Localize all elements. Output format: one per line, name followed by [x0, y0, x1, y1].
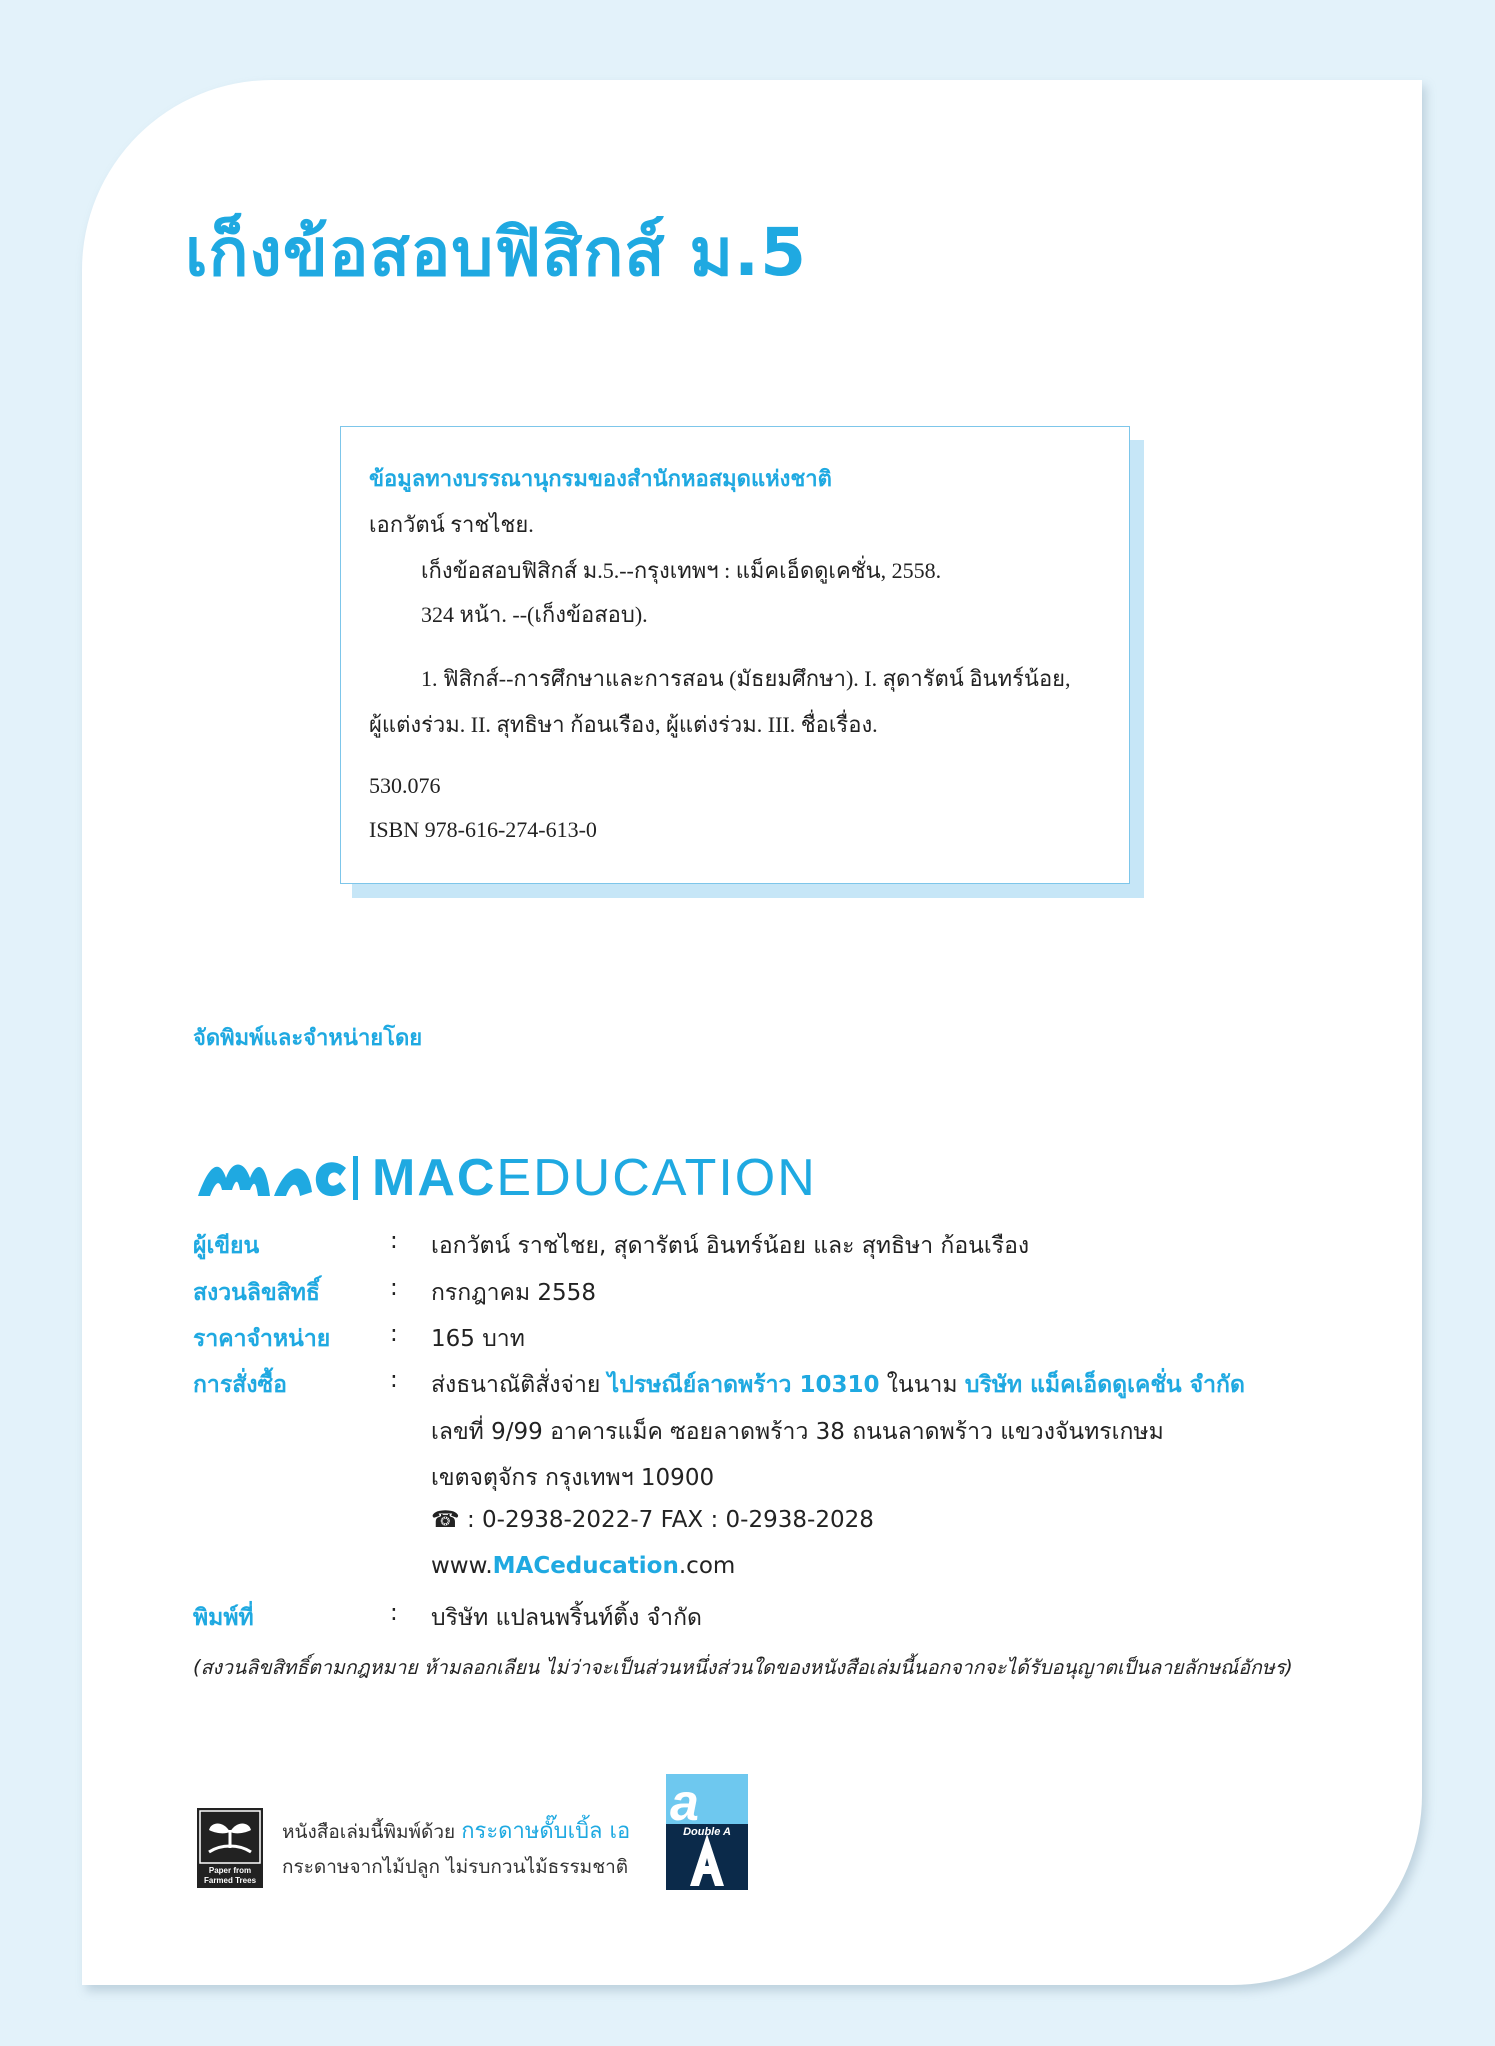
double-a-label: Double A: [683, 1826, 731, 1838]
catalog-subject-line-2: ผู้แต่งร่วม. II. สุทธิษา ก้อนเรือง, ผู้แต่งร่วม. III. ชื่อเรื่อง.: [369, 712, 878, 737]
author-label: ผู้เขียน: [193, 1233, 260, 1259]
farmed-trees-logo: [197, 1808, 263, 1888]
phone-value: [431, 1507, 874, 1533]
catalog-heading: ข้อมูลทางบรรณานุกรมของสำนักหอสมุดแห่งชาติ: [369, 466, 832, 491]
catalog-pages-line: 324 หน้า. --(เก็งข้อสอบ).: [421, 602, 648, 627]
catalog-title-line: เก็งข้อสอบฟิสิกส์ ม.5.--กรุงเทพฯ : แม็คเอ็ดดูเคชั่น, 2558.: [421, 558, 942, 583]
phone-icon: ☎: [431, 1507, 460, 1533]
paper-brand: กระดาษดั๊บเบิ้ล เอ: [461, 1819, 631, 1844]
logo-wordmark: [372, 1150, 817, 1206]
book-title: เก็งข้อสอบฟิสิกส์ ม.5: [185, 214, 808, 291]
address-line-1: เลขที่ 9/99 อาคารแม็ค ซอยลาดพร้าว 38 ถนนลาดพร้าว แขวงจันทรเกษม: [431, 1419, 1164, 1445]
address-line-2: เขตจตุจักร กรุงเทพฯ 10900: [431, 1465, 715, 1491]
copyright-value: กรกฎาคม 2558: [431, 1280, 596, 1306]
price-label: ราคาจำหน่าย: [193, 1326, 331, 1352]
paper-line-1: [282, 1813, 630, 1848]
order-prefix: ส่งธนาณัติสั่งจ่าย: [431, 1372, 601, 1398]
printer-value: บริษัท แปลนพริ้นท์ติ้ง จำกัด: [431, 1605, 702, 1631]
order-mid: ในนาม: [886, 1372, 958, 1398]
order-post-office: ไปรษณีย์ลาดพร้าว 10310: [607, 1372, 880, 1398]
website-prefix: www.: [431, 1553, 493, 1579]
copyright-label: สงวนลิขสิทธิ์: [193, 1280, 320, 1306]
catalog-subject-line-1: 1. ฟิสิกส์--การศึกษาและการสอน (มัธยมศึกษา). I. สุดารัตน์ อินทร์น้อย,: [421, 666, 1071, 691]
website-brand: MACeducation: [492, 1553, 679, 1579]
info-colon: :: [390, 1228, 398, 1254]
catalog-classification: 530.076: [369, 773, 441, 798]
catalog-isbn: ISBN 978-616-274-613-0: [369, 817, 597, 842]
double-a-logo: [666, 1774, 748, 1890]
info-colon: :: [390, 1321, 398, 1347]
website-suffix: .com: [678, 1553, 736, 1579]
phone-numbers: : 0-2938-2022-7 FAX : 0-2938-2028: [466, 1507, 874, 1533]
author-value: เอกวัตน์ ราชไชย, สุดารัตน์ อินทร์น้อย และ สุทธิษา ก้อนเรือง: [431, 1233, 1030, 1259]
order-company: บริษัท แม็คเอ็ดดูเคชั่น จำกัด: [964, 1372, 1245, 1398]
info-colon: :: [390, 1275, 398, 1301]
price-value: 165 บาท: [431, 1326, 525, 1352]
svg-text:a: a: [670, 1774, 699, 1832]
info-colon: :: [390, 1367, 398, 1393]
paper-line-1-prefix: หนังสือเล่มนี้พิมพ์ด้วย: [282, 1821, 456, 1843]
info-colon: :: [390, 1600, 398, 1626]
order-value: [431, 1367, 1245, 1403]
catalog-author: เอกวัตน์ ราชไชย.: [369, 512, 534, 537]
publisher-label: จัดพิมพ์และจำหน่ายโดย: [193, 1026, 423, 1051]
printer-label: พิมพ์ที่: [193, 1605, 254, 1631]
farmed-trees-caption: Paper from Farmed Trees: [203, 1866, 257, 1885]
logo-wordmark-light: EDUCATION: [496, 1149, 817, 1207]
sprout-icon: [197, 1808, 263, 1866]
catalog-box: [340, 426, 1130, 884]
paper-line-2: กระดาษจากไม้ปลูก ไม่รบกวนไม้ธรรมชาติ: [282, 1856, 629, 1878]
logo-divider: [353, 1156, 358, 1200]
website-link[interactable]: [431, 1553, 735, 1579]
copyright-notice: (สงวนลิขสิทธิ์ตามกฎหมาย ห้ามลอกเลียน ไม่ว่าจะเป็นส่วนหนึ่งส่วนใดของหนังสือเล่มนี้นอกจากจะได้รับอนุญาตเป็นลายลักษณ์อักษร): [193, 1656, 1293, 1679]
mac-logo-mark-icon: [196, 1152, 348, 1202]
order-label: การสั่งซื้อ: [193, 1372, 287, 1398]
logo-wordmark-bold: MAC: [372, 1149, 497, 1207]
